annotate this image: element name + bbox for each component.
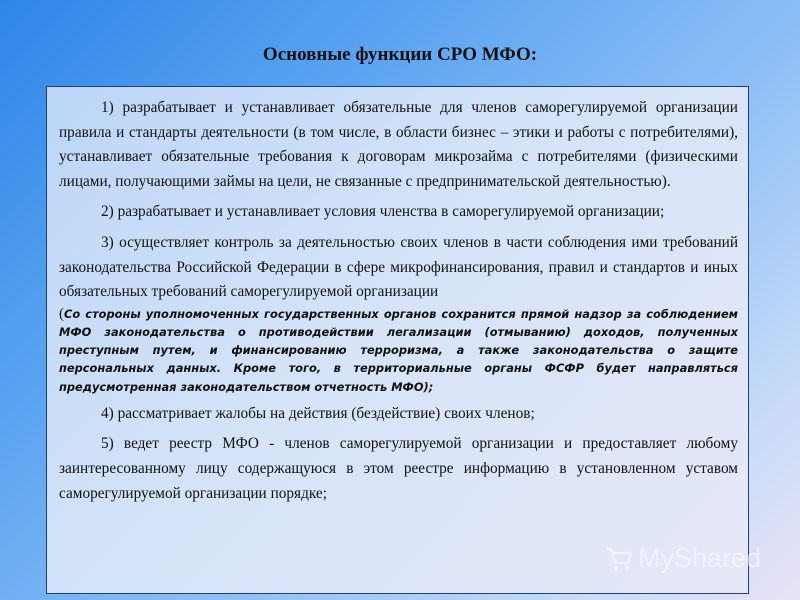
note-text: Со стороны уполномоченных государственных органов сохранится прямой надзор за соблюдением МФО законодательства о противодействии легализации (отмыванию) доходов, полученных преступным путем, и финансированию терроризма, а также законодательства о защите персональных данных. Кроме того, в территориальные органы ФСФР будет направляться предусмотренная законодательством отчетность МФО); [59,306,738,394]
function-item-4: 4) рассматривает жалобы на действия (бездействие) своих членов; [101,404,535,422]
function-item-3-note [59,305,738,396]
function-item-3: 3) осуществляет контроль за деятельностью своих членов в части соблюдения ими требований законодательства Российской Федерации в сфере микрофинансирования, правил и стандартов и иных обязательных требований саморегулируемой организации [59,233,738,301]
note-open-paren: ( [59,305,64,322]
content-box [46,86,749,594]
watermark-text: MyShared [638,542,762,573]
function-item-5: 5) ведет реестр МФО - членов саморегулируемой организации и предоставляет любому заинтересованному лицу содержащуюся в этом реестре информацию в установленном уставом саморегулируемой организации порядке; [59,435,738,502]
function-item-1: 1) разрабатывает и устанавливает обязательные для членов саморегулируемой организации правила и стандарты деятельности (в том числе, в области бизнес – этики и работы с потребителями), устанавливает обязательные требования к договорам микрозайма с потребителями (физическими лицами, получающими займы на цели, не связанные с предпринимательской деятельностью). [59,99,738,190]
slide-title: Основные функции СРО МФО: [262,44,538,65]
function-item-2: 2) разрабатывает и устанавливает условия членства в саморегулируемой организации; [101,203,665,221]
